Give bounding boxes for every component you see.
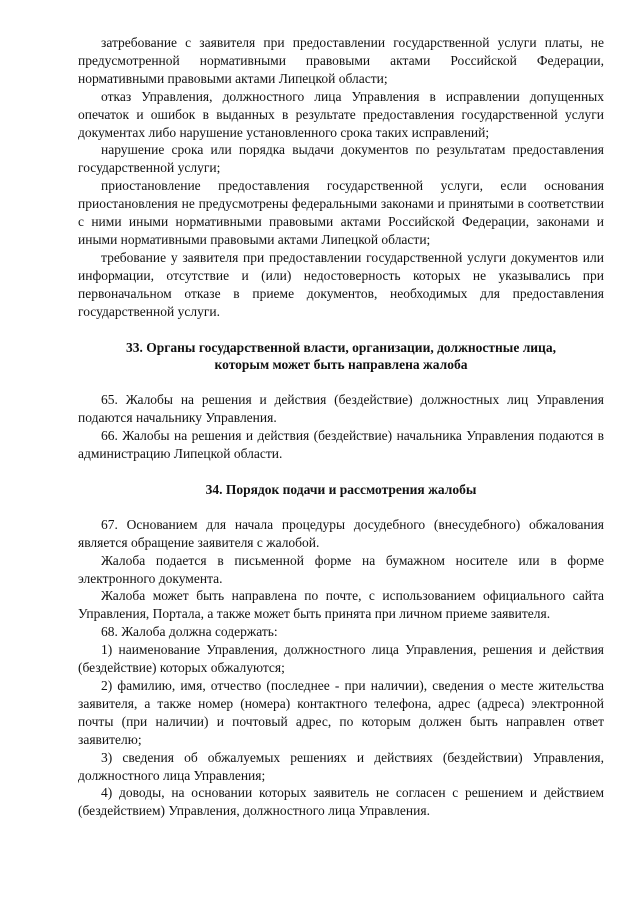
list-item-1: 1) наименование Управления, должностного лица Управления, решения и действия (бездействие) которых обжалуются; [78, 642, 604, 676]
list-item-2: 2) фамилию, имя, отчество (последнее - при наличии), сведения о месте жительства заявителя, а также номер (номера) контактного телефона, адрес (адреса) электронной почты (при наличии) и почтовый адрес, по которым должен быть направлен ответ заявителю; [78, 678, 604, 747]
list-item-3: 3) сведения об обжалуемых решениях и действиях (бездействии) Управления, должностного лица Управления; [78, 749, 604, 783]
paragraph-65: 65. Жалобы на решения и действия (бездействие) должностных лиц Управления подаются начальнику Управления. [78, 392, 604, 426]
document-page [78, 34, 604, 820]
paragraph-68: 68. Жалоба должна содержать: [101, 624, 278, 640]
paragraph-suspension: приостановление предоставления государственной услуги, если основания приостановления не предусмотрены федеральными законами и принятыми в соответствии с ними иными нормативными правовыми актами Российской Федерации, законами и иными нормативными правовыми актами Липецкой области; [78, 178, 604, 247]
paragraph-refusal-corrections: отказ Управления, должностного лица Управления в исправлении допущенных опечаток и ошибок в выданных в результате предоставления государственной услуги документах либо нарушение установленного срока таких исправлений; [78, 88, 604, 140]
paragraph-document-request: требование у заявителя при предоставлении государственной услуги документов или информации, отсутствие и (или) недостоверность которых не указывались при первоначальном отказе в приеме документов, необходимых для предоставления государственной услуги. [78, 249, 604, 319]
paragraph-submission-channels: Жалоба может быть направлена по почте, с использованием официального сайта Управления, Портала, а также может быть принята при личном приеме заявителя. [78, 588, 604, 622]
paragraph-written-form: Жалоба подается в письменной форме на бумажном носителе или в форме электронного документа. [78, 552, 604, 586]
paragraph-deadline-violation: нарушение срока или порядка выдачи документов по результатам предоставления государственной услуги; [78, 142, 604, 176]
section-34-heading: 34. Порядок подачи и рассмотрения жалобы [205, 481, 477, 497]
paragraph-fee-demand: затребование с заявителя при предоставлении государственной услуги платы, не предусмотренной нормативными правовыми актами Российской Федерации, нормативными правовыми актами Липецкой области; [78, 35, 604, 86]
section-33-heading-line-1: 33. Органы государственной власти, организации, должностные лица, [126, 339, 556, 355]
paragraph-67: 67. Основанием для начала процедуры досудебного (внесудебного) обжалования является обращение заявителя с жалобой. [78, 516, 604, 550]
section-33-heading-line-2: которым может быть направлена жалоба [214, 357, 468, 373]
list-item-4: 4) доводы, на основании которых заявитель не согласен с решением и действием (бездействием) Управления, должностного лица Управления. [78, 785, 604, 819]
paragraph-66: 66. Жалобы на решения и действия (бездействие) начальника Управления подаются в администрацию Липецкой области. [78, 428, 604, 462]
